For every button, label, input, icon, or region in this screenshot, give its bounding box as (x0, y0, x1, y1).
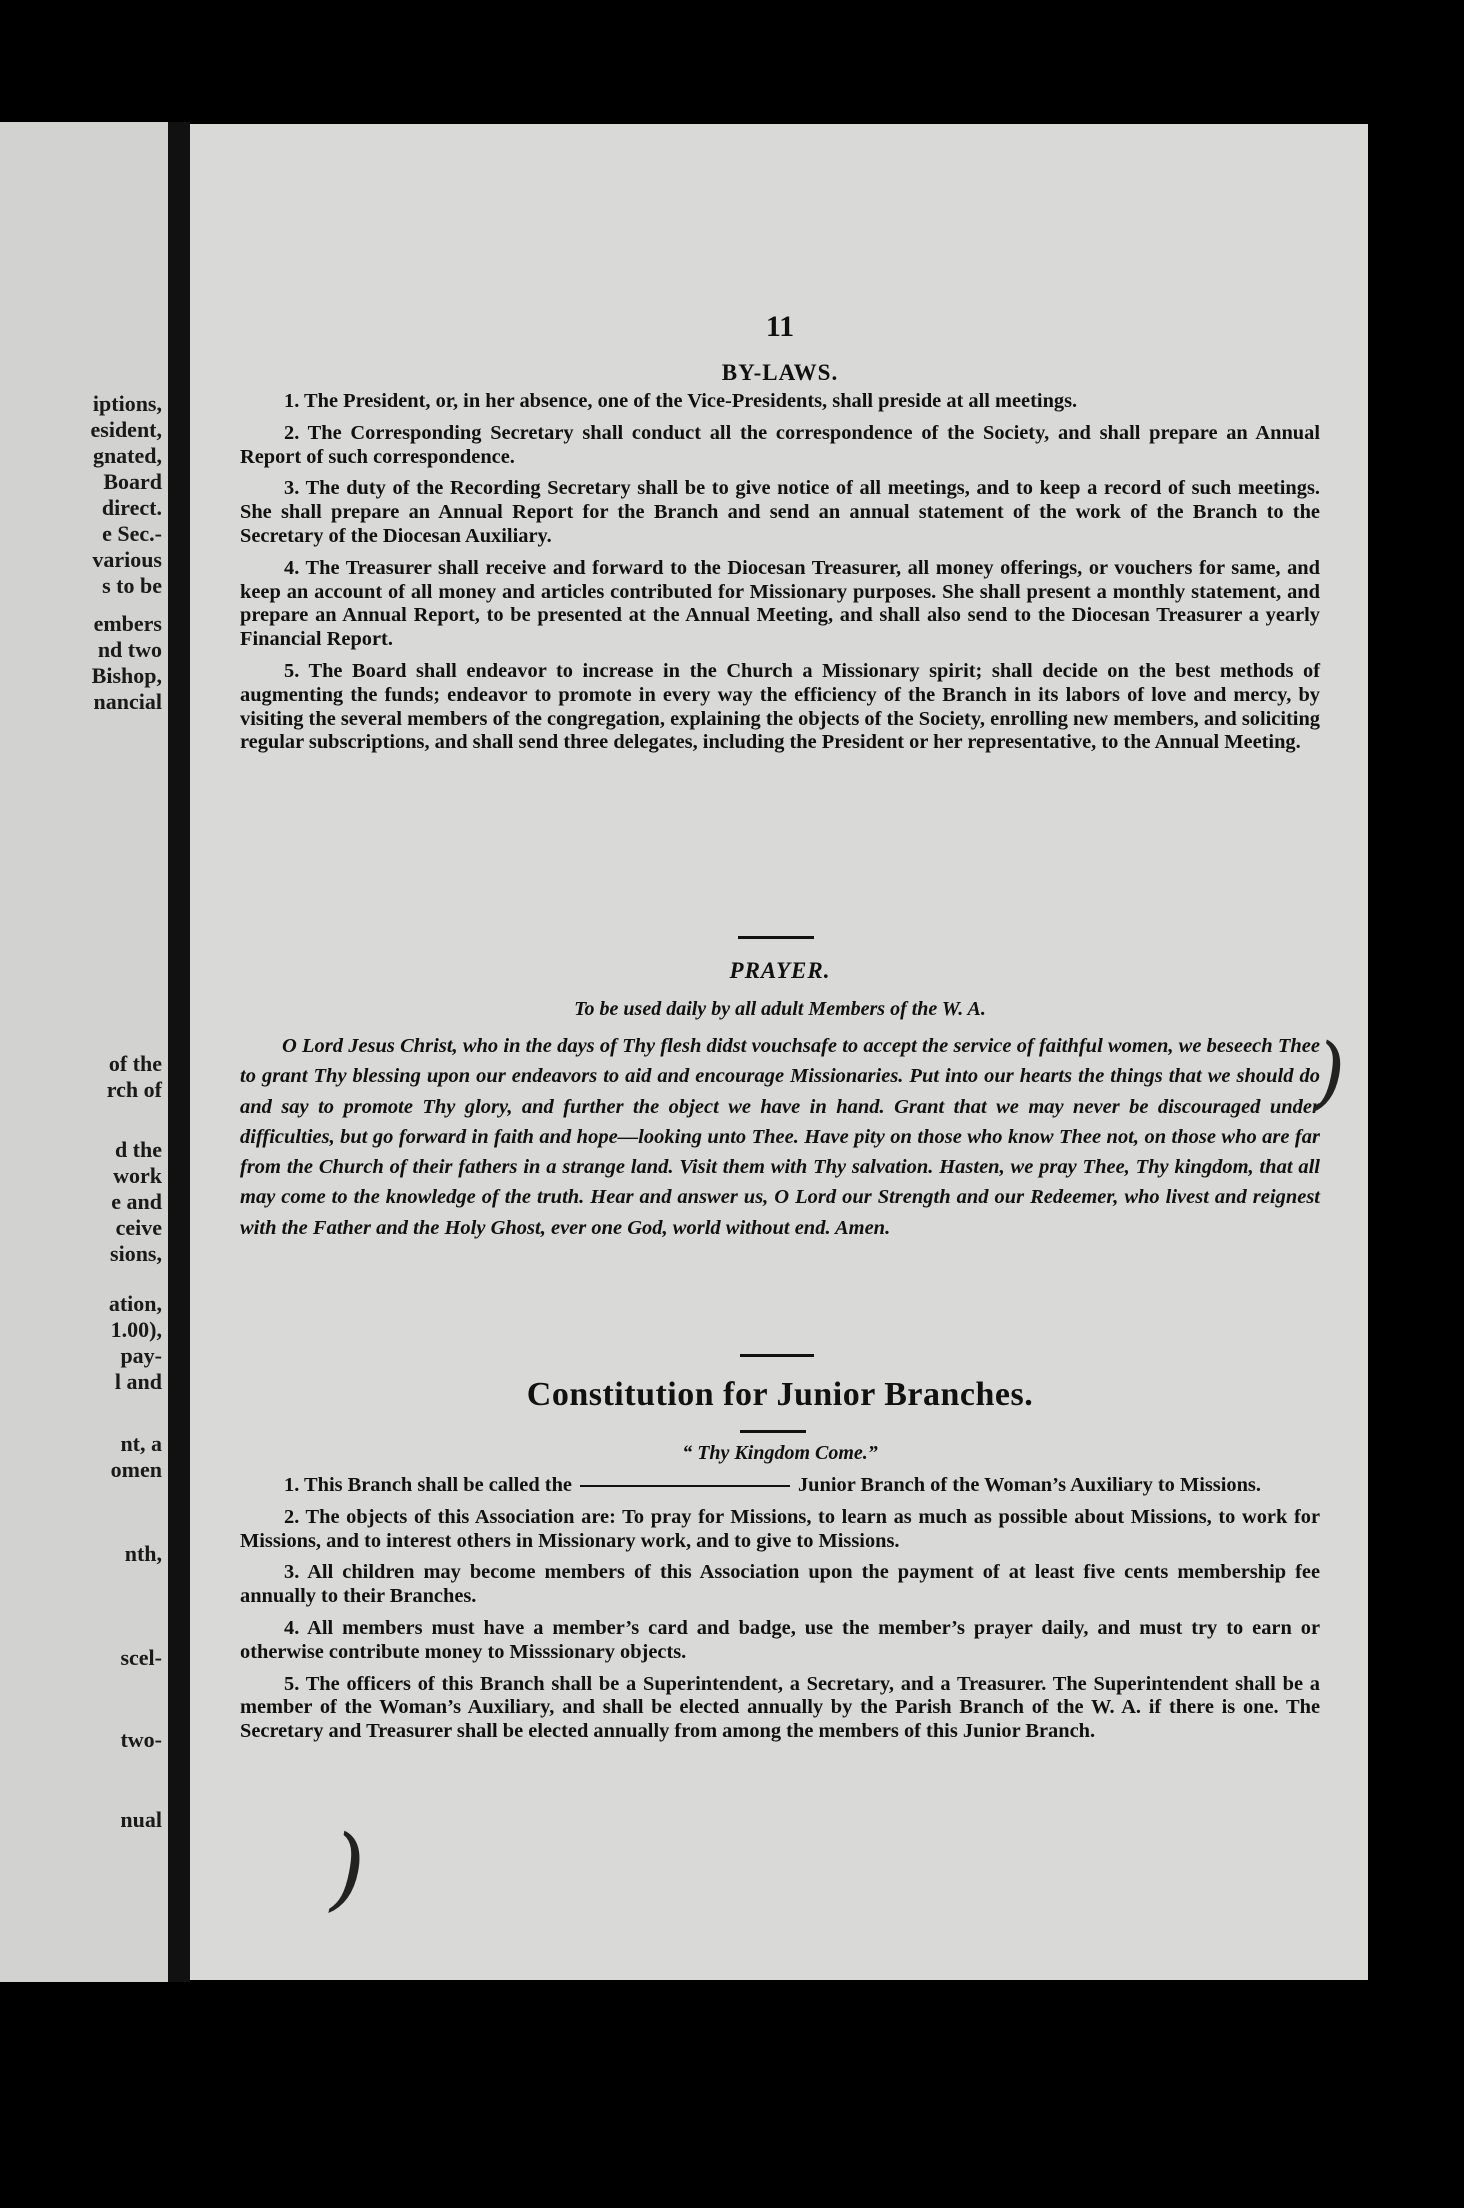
fragment-line: s to be (102, 573, 162, 598)
fragment-line: esident, (90, 417, 162, 442)
fragment-line: 1.00), (110, 1317, 162, 1342)
fragment-line: rch of (106, 1077, 162, 1102)
fragment-line: ceive (115, 1215, 162, 1240)
item1-before: 1. This Branch shall be called the (284, 1474, 572, 1496)
fragment-line: Board (103, 469, 162, 494)
constitution-item: 2. The objects of this Association are: To pray for Missions, to learn as much as possible about Missions, to work for Missions, and to interest others in Missionary work, and to give to Missions. (240, 1505, 1320, 1552)
section-divider (740, 1354, 814, 1357)
section-divider (740, 1430, 806, 1433)
prayer-text: O Lord Jesus Christ, who in the days of Thy flesh didst vouchsafe to accept the service of faithful women, we beseech Thee to grant Thy blessing upon our endeavors to aid and encourage Missionaries. Put into our hearts the things that we should do and say to promote Thy glory, and further the object we have in hand. Grant that we may never be discouraged under difficulties, but go forward in faith and hope—looking unto Thee. Have pity on those who know Thee not, on those who are far from the Church of their fathers in a strange land. Visit them with Thy salvation. Hasten, we pray Thee, Thy kingdom, that all may come to the knowledge of the truth. Hear and answer us, O Lord our Strength and our Redeemer, who livest and reignest with the Father and the Holy Ghost, ever one God, world without end. Amen. (240, 1035, 1320, 1239)
fragment-line: omen (110, 1457, 162, 1482)
section-divider (738, 936, 814, 939)
bylaw-item: 4. The Treasurer shall receive and forward to the Diocesan Treasurer, all money offerings, or vouchers for same, and keep an account of all money and articles contributed for Missionary purposes. She shall present a monthly statement, and prepare an Annual Report, to be presented at the Annual Meeting, and shall also send to the Diocesan Treasurer a yearly Financial Report. (240, 556, 1320, 651)
bylaws-section (240, 390, 1320, 763)
fragment-line: scel- (120, 1645, 162, 1670)
fragment-line: direct. (101, 495, 162, 520)
page-number: 11 (765, 310, 795, 343)
fragment-line: of the (108, 1051, 162, 1076)
constitution-item: 4. All members must have a member’s card and badge, use the member’s prayer daily, and must try to earn or otherwise contribute money to Misssionary objects. (240, 1616, 1320, 1663)
bylaws-heading: BY-LAWS. (721, 360, 839, 385)
fragment-line: nd two (97, 637, 162, 662)
constitution-section (240, 1474, 1320, 1752)
margin-bracket-mark: ) (1314, 1026, 1346, 1119)
fragment-line: Bishop, (91, 663, 162, 688)
constitution-item: 3. All children may become members of this Association upon the payment of at least five cents membership fee annually to their Branches. (240, 1561, 1320, 1608)
book-spine-shadow (168, 122, 190, 1982)
bylaw-item: 1. The President, or, in her absence, one of the Vice-Presidents, shall preside at all meetings. (284, 390, 1078, 412)
bylaw-item: 5. The Board shall endeavor to increase in the Church a Missionary spirit; shall decide on the best methods of augmenting the funds; endeavor to promote in every way the efficiency of the Branch in its labors of love and mercy, by visiting the several members of the congregation, explaining the objects of the Society, enrolling new members, and soliciting regular subscriptions, and shall send three delegates, including the President or her representative, to the Annual Meeting. (240, 659, 1320, 754)
fragment-line: work (113, 1163, 162, 1188)
prayer-heading: PRAYER. (729, 958, 831, 983)
constitution-item (240, 1474, 1320, 1498)
fragment-line: nt, a (120, 1431, 162, 1456)
scanned-page (190, 124, 1368, 1980)
fragment-line: sions, (110, 1241, 162, 1266)
blank-line (580, 1485, 790, 1487)
fragment-line: pay- (120, 1343, 162, 1368)
margin-corner-mark: ) (330, 1816, 366, 1921)
fragment-line: nancial (93, 689, 162, 714)
fragment-line: iptions, (92, 391, 162, 416)
fragment-line: gnated, (92, 443, 162, 468)
fragment-line: ation, (108, 1291, 162, 1316)
previous-page-fragment (0, 122, 168, 1982)
constitution-item: 5. The officers of this Branch shall be a Superintendent, a Secretary, and a Treasurer. The Superintendent shall be a member of the Woman’s Auxiliary, and shall be elected annually by the Parish Branch of the W. A. if there is one. The Secretary and Treasurer shall be elected annually from among the members of this Junior Branch. (240, 1672, 1320, 1743)
bylaw-item: 2. The Corresponding Secretary shall conduct all the correspondence of the Society, and shall prepare an Annual Report of such correspondence. (240, 421, 1320, 468)
fragment-line: nual (120, 1807, 162, 1832)
fragment-line: e Sec.- (102, 521, 162, 546)
fragment-line: l and (114, 1369, 162, 1394)
fragment-line: e and (111, 1189, 162, 1214)
fragment-line: nth, (124, 1541, 162, 1566)
constitution-heading: Constitution for Junior Branches. (526, 1376, 1034, 1413)
fragment-line: d the (114, 1137, 162, 1162)
item1-after: Junior Branch of the Woman’s Auxiliary to Missions. (797, 1474, 1261, 1496)
fragment-line: embers (93, 611, 162, 636)
bylaw-item: 3. The duty of the Recording Secretary shall be to give notice of all meetings, and to keep a record of such meetings. She shall prepare an Annual Report for the Branch and send an annual statement of the work of the Branch to the Secretary of the Diocesan Auxiliary. (240, 477, 1320, 547)
fragment-line: two- (120, 1727, 162, 1752)
constitution-motto: “ Thy Kingdom Come.” (682, 1442, 878, 1464)
prayer-subheading: To be used daily by all adult Members of the W. A. (574, 998, 986, 1020)
fragment-line: various (92, 547, 162, 572)
